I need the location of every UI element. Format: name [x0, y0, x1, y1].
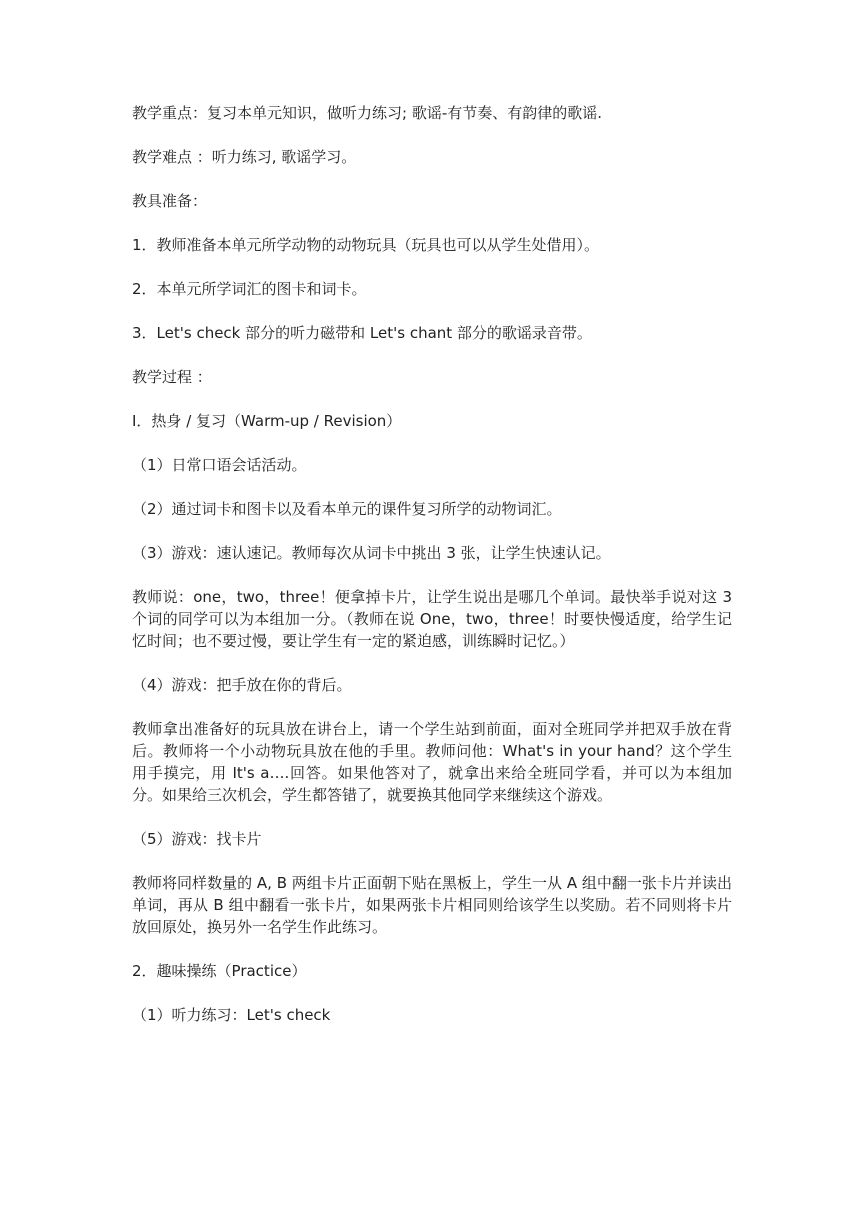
teaching-difficulty: 教学难点 ：听力练习, 歌谣学习。: [132, 148, 357, 166]
warmup-step-5-detail: 教师将同样数量的 A, B 两组卡片正面朝下贴在黑板上，学生一从 A 组中翻一张卡片并读出单词，再从 B 组中翻看一张卡片，如果两张卡片相同则给该学生以奖励。若不同则将卡片放回原处，换另外一名学生作此练习。: [132, 874, 732, 936]
materials-heading: 教具准备：: [132, 192, 208, 210]
materials-item-3: 3．Let's check 部分的听力磁带和 Let's chant 部分的歌谣录音带。: [132, 324, 592, 342]
warmup-step-2: （2）通过词卡和图卡以及看本单元的课件复习所学的动物词汇。: [132, 500, 562, 518]
materials-item-1: 1．教师准备本单元所学动物的动物玩具（玩具也可以从学生处借用）。: [132, 236, 600, 254]
practice-step-1: （1）听力练习：Let's check: [132, 1006, 331, 1024]
warmup-step-1: （1）日常口语会话活动。: [132, 456, 307, 474]
warmup-step-3-detail: 教师说：one，two，three！便拿掉卡片，让学生说出是哪几个单词。最快举手说对这 3 个词的同学可以为本组加一分。（教师在说 One，two，three！时要快慢适度，给学生记忆时间；也不要过慢，要让学生有一定的紧迫感，训练瞬时记忆。）: [132, 588, 732, 650]
process-heading: 教学过程 ：: [132, 368, 212, 386]
teaching-focus: 教学重点：复习本单元知识，做听力练习; 歌谣-有节奏、有韵律的歌谣.: [132, 104, 603, 122]
document-body: [132, 102, 732, 1026]
warmup-step-4: （4）游戏：把手放在你的背后。: [132, 676, 352, 694]
warmup-step-5: （5）游戏：找卡片: [132, 830, 262, 848]
warmup-step-4-detail: 教师拿出准备好的玩具放在讲台上，请一个学生站到前面，面对全班同学并把双手放在背后。教师将一个小动物玩具放在他的手里。教师问他：What's in your hand？这个学生用手摸完，用 It's a….回答。如果他答对了，就拿出来给全班同学看，并可以为本组加分。如果给三次机会，学生都答错了，就要换其他同学来继续这个游戏。: [132, 720, 732, 804]
warmup-step-3: （3）游戏：速认速记。教师每次从词卡中挑出 3 张，让学生快速认记。: [132, 544, 611, 562]
section-warmup-heading: I．热身 / 复习（Warm-up / Revision）: [132, 412, 402, 430]
materials-item-2: 2．本单元所学词汇的图卡和词卡。: [132, 280, 367, 298]
section-practice-heading: 2．趣味操练（Practice）: [132, 962, 307, 980]
